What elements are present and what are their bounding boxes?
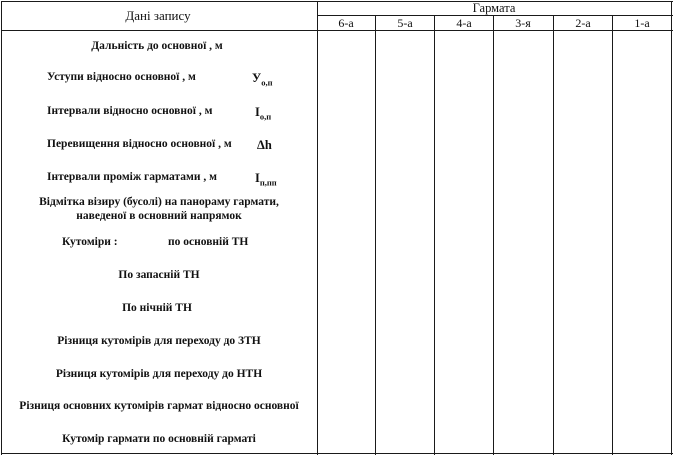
- row-distance: Дальність до основної , м: [91, 40, 223, 52]
- row-offsets: Уступи відносно основної , м: [47, 71, 196, 83]
- row-by-main: по основній ТН: [168, 236, 249, 248]
- table-border-left: [1, 1, 2, 455]
- column-header-5: 5-а: [397, 16, 413, 30]
- header-divider: [1, 30, 673, 31]
- table-border-top: [1, 1, 673, 2]
- row-diff-reserve: Різниця кутомірів для переходу до ЗТН: [57, 335, 261, 347]
- column-divider-label: [317, 1, 318, 455]
- intervals-main-symbol: $І_{о,п}$: [255, 105, 272, 122]
- gun-header: Гармата: [472, 1, 516, 15]
- row-intervals-main: Інтервали відносно основної , м: [47, 105, 213, 117]
- row-sight-mark-line1: Відмітка візиру (бусолі) на панораму гармати,: [39, 196, 279, 208]
- column-header-3: 3-я: [515, 16, 531, 30]
- gun-data-table: [1, 1, 673, 455]
- row-intervals-guns: Інтервали проміж гарматами , м: [47, 171, 217, 183]
- row-goniometers: Кутоміри :: [62, 236, 118, 248]
- row-sight-mark-line2: наведеної в основний напрямок: [76, 210, 242, 222]
- table-border-bottom: [1, 453, 673, 454]
- offsets-symbol: $У_{о,п}$: [252, 71, 273, 88]
- column-header-2: 2-а: [575, 16, 591, 30]
- records-header: Дані запису: [125, 8, 191, 23]
- row-diff-main: Різниця основних кутомірів гармат відносно основної: [19, 400, 299, 412]
- table-border-right: [671, 1, 672, 455]
- column-divider-3: [493, 15, 494, 455]
- column-divider-1: [612, 15, 613, 455]
- column-divider-4: [434, 15, 435, 455]
- elevation-symbol: Δh: [257, 138, 272, 152]
- column-header-6: 6-а: [338, 16, 354, 30]
- column-header-4: 4-а: [456, 16, 472, 30]
- row-elevation: Перевищення відносно основної , м: [47, 138, 232, 150]
- column-divider-2: [553, 15, 554, 455]
- row-gun-goniometer: Кутомір гармати по основній гарматі: [62, 433, 256, 445]
- row-by-night: По нічній ТН: [122, 302, 192, 314]
- column-header-1: 1-а: [634, 16, 650, 30]
- intervals-guns-symbol: $І_{п,пп}$: [255, 171, 277, 188]
- row-diff-night: Різниця кутомірів для переходу до НТН: [55, 368, 263, 380]
- row-by-reserve: По запасній ТН: [118, 269, 200, 281]
- column-divider-5: [375, 15, 376, 455]
